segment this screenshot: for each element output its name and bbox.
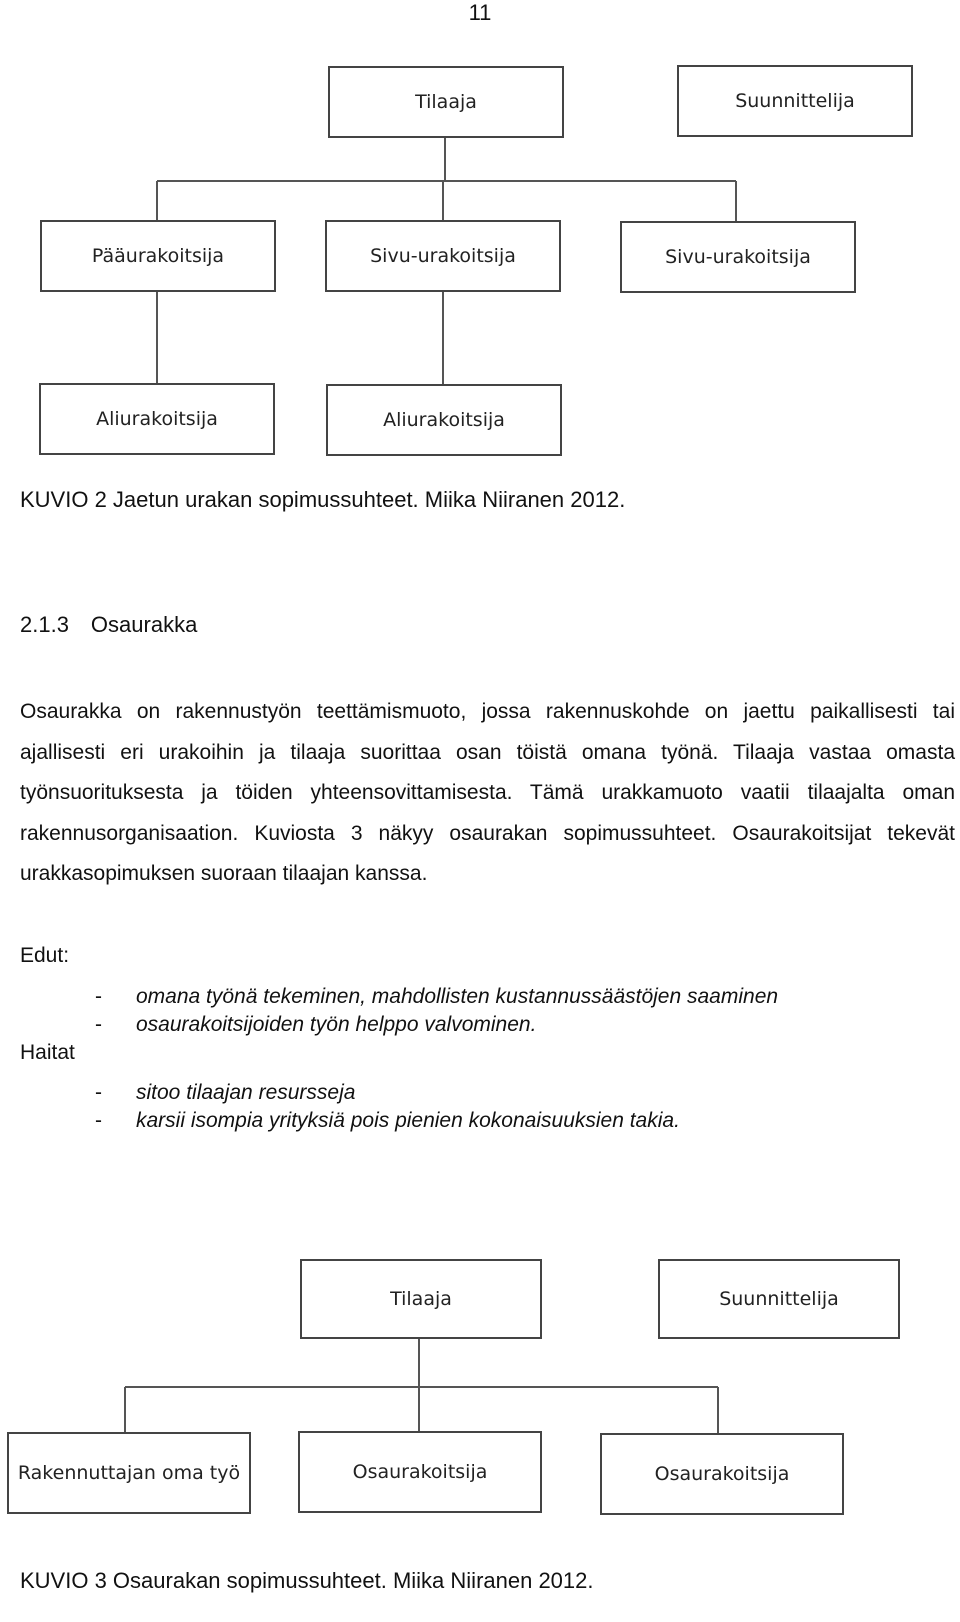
box-label: Suunnittelija (735, 90, 855, 112)
haitat-item-text: karsii isompia yrityksiä pois pienien kokonaisuuksien takia. (136, 1109, 680, 1132)
page-number: 11 (468, 0, 492, 25)
box-label: Suunnittelija (719, 1288, 839, 1310)
box-label: Tilaaja (390, 1288, 452, 1310)
box-osaurakoitsija-2 (600, 1433, 844, 1515)
box-label: Osaurakoitsija (352, 1461, 488, 1483)
box-label: Tilaaja (415, 91, 477, 113)
edut-item-text: osaurakoitsijoiden työn helppo valvominen. (136, 1013, 537, 1036)
box-label: Aliurakoitsija (383, 409, 505, 431)
box-suunnittelija-2 (658, 1259, 900, 1339)
box-label: Sivu-urakoitsija (665, 246, 811, 268)
bullet-dash: - (95, 1081, 102, 1104)
figure-2-caption: KUVIO 2 Jaetun urakan sopimussuhteet. Miika Niiranen 2012. (20, 487, 626, 512)
box-label: Pääurakoitsija (91, 245, 225, 267)
section-heading: 2.1.3 Osaurakka (20, 612, 198, 637)
section-paragraph: Osaurakka on rakennustyön teettämismuoto, jossa rakennuskohde on jaettu paikallisesti tai ajallisesti eri urakoihin ja tilaaja suorittaa osan töistä omana työnä. Tilaaja vastaa omasta työnsuorituksesta ja töiden yhteensovittamisesta. Tämä urakkamuoto vaatii tilaajalta oman rakennusorganisaation. Kuviosta 3 näkyy osaurakan sopimussuhteet. Osaurakoitsijat tekevät urakkasopimuksen suoraan tilaajan kanssa. (20, 700, 955, 886)
bullet-dash: - (95, 1109, 102, 1132)
box-label: Sivu-urakoitsija (370, 245, 516, 267)
haitat-label: Haitat (20, 1041, 75, 1064)
box-rakennuttajan-oma-tyo (7, 1432, 251, 1514)
box-label: Aliurakoitsija (96, 408, 218, 430)
box-label: Osaurakoitsija (654, 1463, 790, 1485)
box-label: Rakennuttajan oma työ (17, 1462, 241, 1484)
edut-item-text: omana työnä tekeminen, mahdollisten kustannussäästöjen saaminen (136, 985, 779, 1008)
figure-3-caption: KUVIO 3 Osaurakan sopimussuhteet. Miika Niiranen 2012. (20, 1568, 594, 1593)
box-osaurakoitsija-1 (298, 1431, 542, 1513)
haitat-item-text: sitoo tilaajan resursseja (136, 1081, 356, 1104)
box-tilaaja-2 (300, 1259, 542, 1339)
bullet-dash: - (95, 985, 102, 1008)
edut-label: Edut: (20, 944, 70, 967)
bullet-dash: - (95, 1013, 102, 1036)
